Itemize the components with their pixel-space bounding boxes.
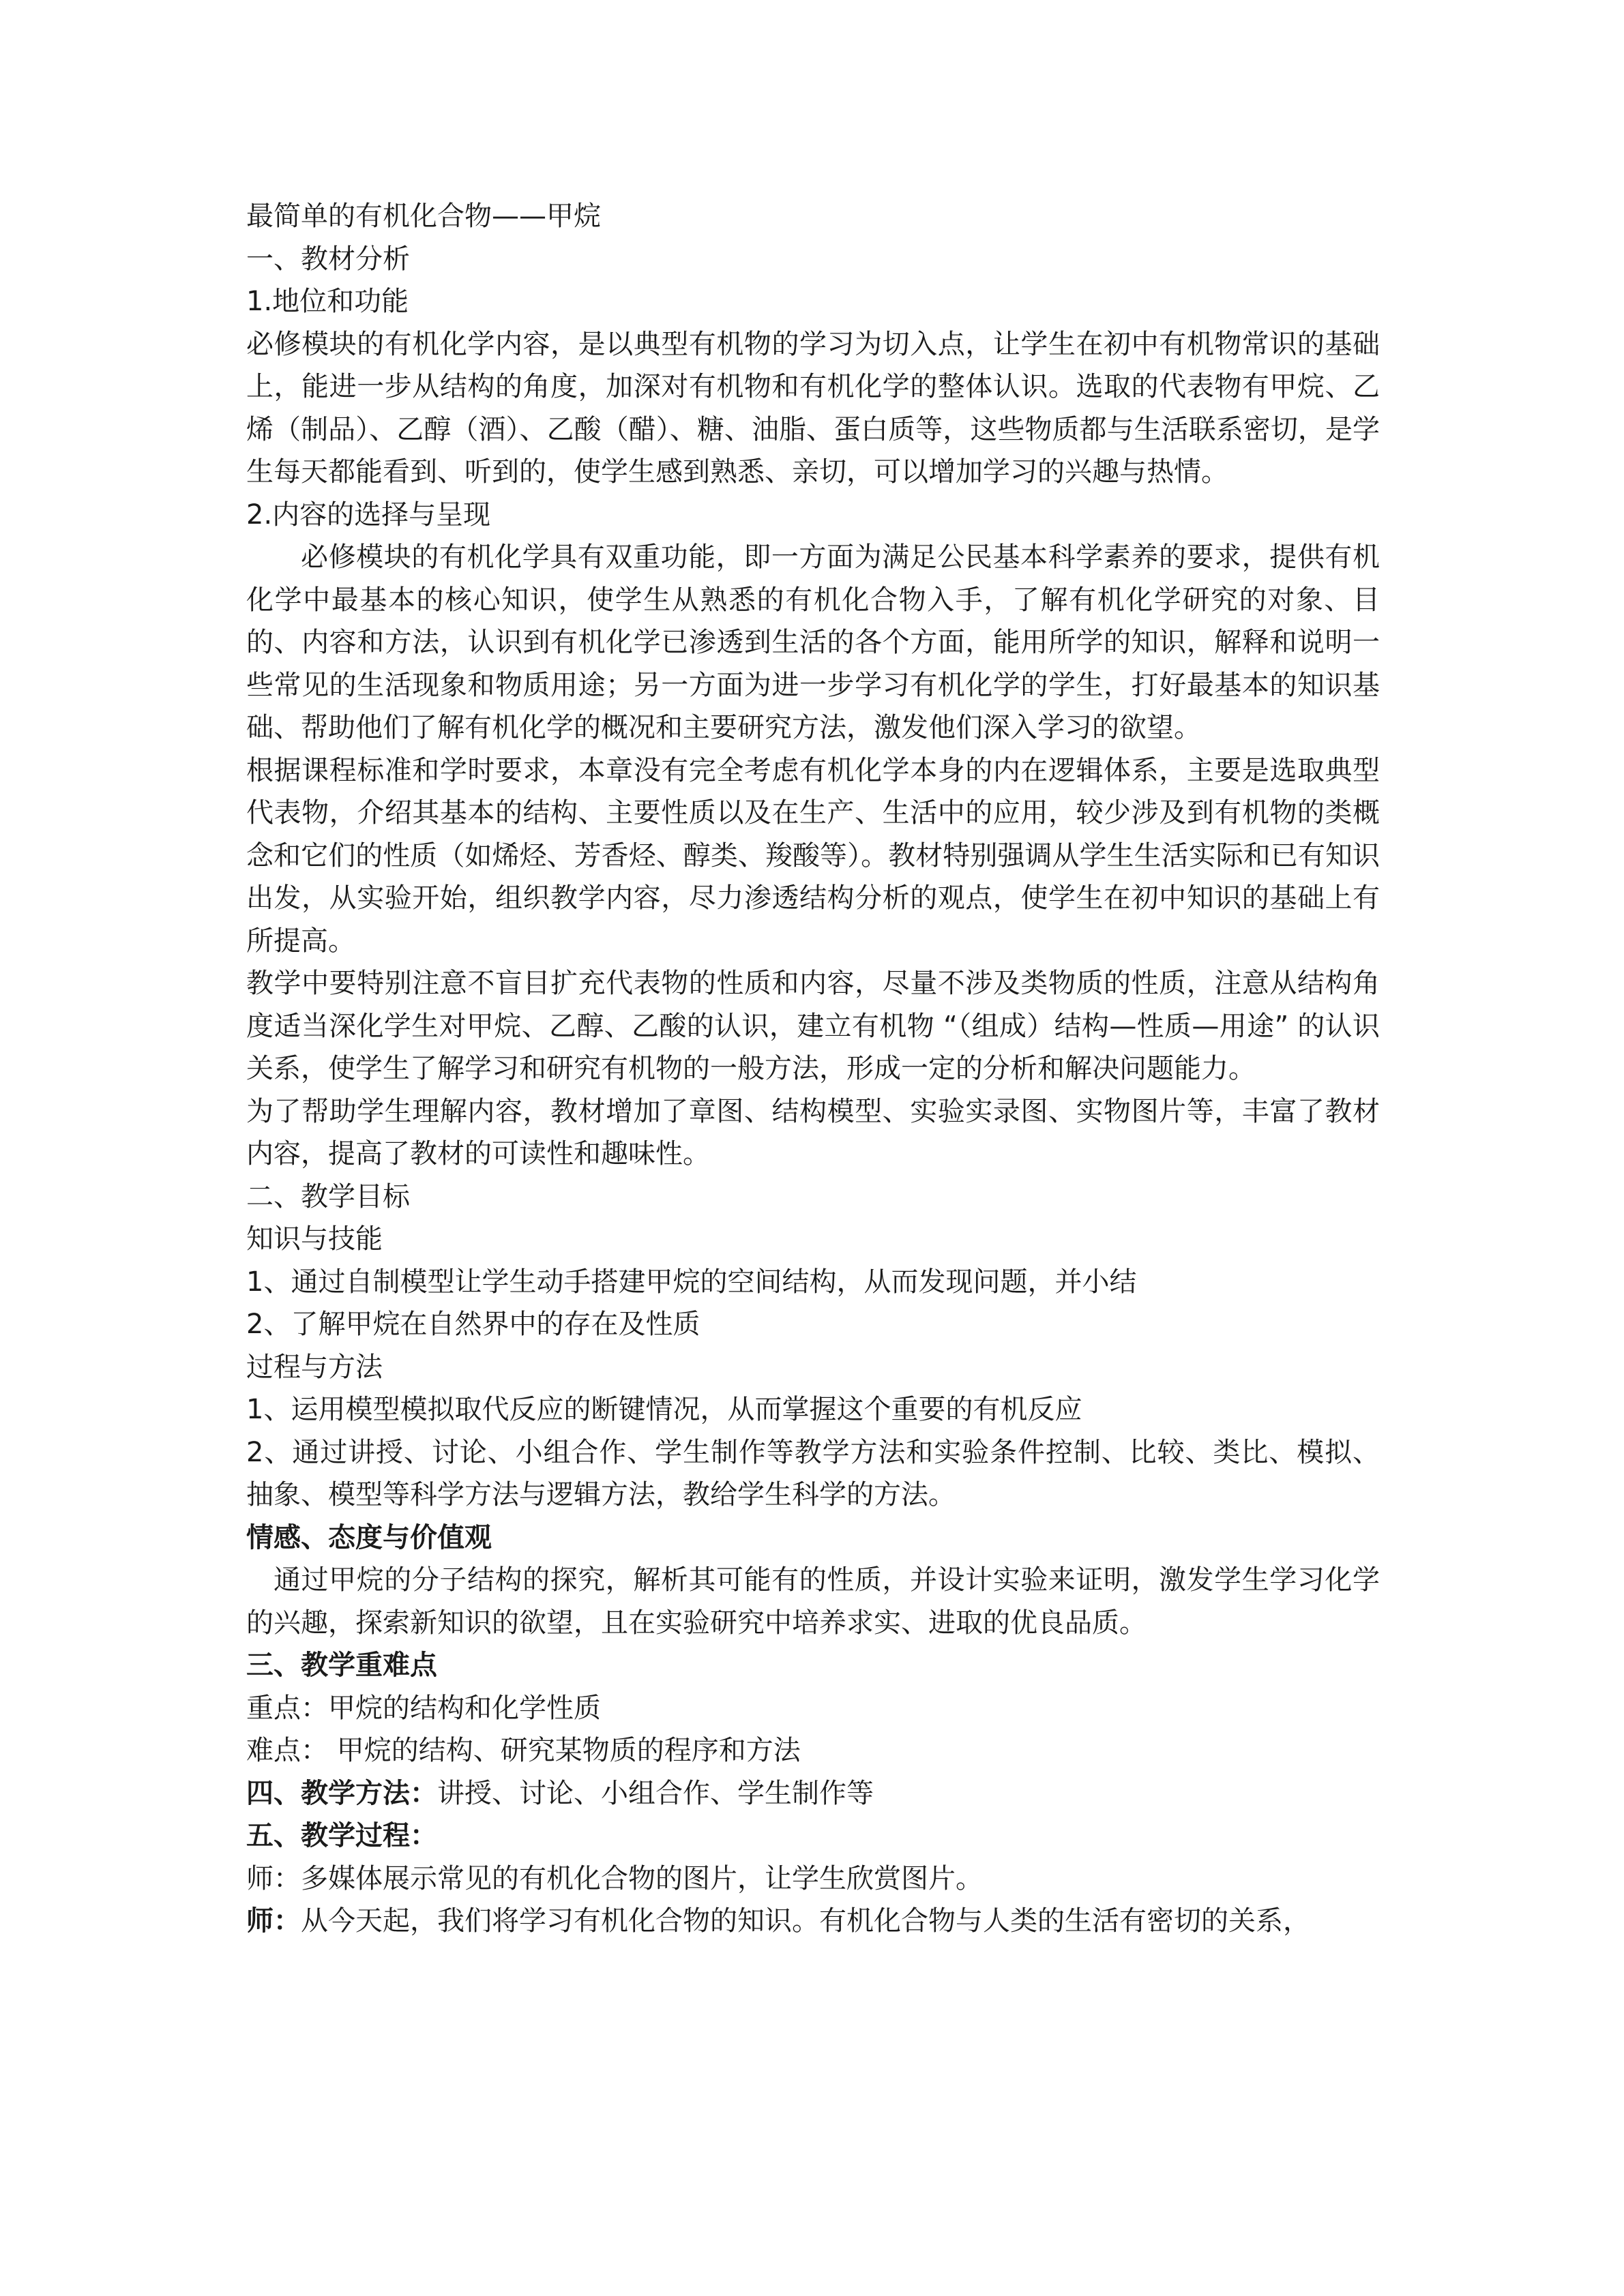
process-item-2: 2、通过讲授、讨论、小组合作、学生制作等教学方法和实验条件控制、比较、类比、模拟、抽象、模型等科学方法与逻辑方法，教给学生科学的方法。 xyxy=(246,1436,1380,1510)
paragraph-teaching-note: 教学中要特别注意不盲目扩充代表物的性质和内容，尽量不涉及类物质的性质，注意从结构角度适当深化学生对甲烷、乙醇、乙酸的认识，建立有机物 “（组成）结构—性质—用途” 的认识关系，使学生了解学习和研究有机物的一般方法，形成一定的分析和解决问题能力。 xyxy=(246,968,1380,1084)
process-item-1: 1、运用模型模拟取代反应的断键情况，从而掌握这个重要的有机反应 xyxy=(246,1394,1082,1425)
section-3-heading: 三、教学重难点 xyxy=(246,1650,437,1681)
paragraph-materials: 为了帮助学生理解内容，教材增加了章图、结构模型、实验实录图、实物图片等，丰富了教材内容，提高了教材的可读性和趣味性。 xyxy=(246,1095,1380,1169)
subsection-1-2-heading: 2.内容的选择与呈现 xyxy=(246,498,491,531)
knowledge-item-2: 2、了解甲烷在自然界中的存在及性质 xyxy=(246,1309,700,1340)
process-line-2 xyxy=(246,1900,1380,1943)
section-2-heading: 二、教学目标 xyxy=(246,1180,410,1212)
knowledge-skills-heading: 知识与技能 xyxy=(246,1223,383,1255)
section-4-heading: 四、教学方法： xyxy=(246,1777,437,1809)
document-title: 最简单的有机化合物——甲烷 xyxy=(246,200,601,232)
key-point: 重点：甲烷的结构和化学性质 xyxy=(246,1692,601,1724)
teacher-label: 师： xyxy=(246,1905,301,1937)
section-4-text: 讲授、讨论、小组合作、学生制作等 xyxy=(437,1777,874,1809)
process-method-heading: 过程与方法 xyxy=(246,1351,383,1383)
paragraph-dual-function: 必修模块的有机化学具有双重功能，即一方面为满足公民基本科学素养的要求，提供有机化学中最基本的核心知识，使学生从熟悉的有机化合物入手，了解有机化学研究的对象、目的、内容和方法，认识到有机化学已渗透到生活的各个方面，能用所学的知识，解释和说明一些常见的生活现象和物质用途；另一方面为进一步学习有机化学的学生，打好最基本的知识基础、帮助他们了解有机化学的概况和主要研究方法，激发他们深入学习的欲望。 xyxy=(246,541,1380,743)
paragraph-role-function: 必修模块的有机化学内容，是以典型有机物的学习为切入点，让学生在初中有机物常识的基础上，能进一步从结构的角度，加深对有机物和有机化学的整体认识。选取的代表物有甲烷、乙烯（制品）、乙醇（酒）、乙酸（醋）、糖、油脂、蛋白质等，这些物质都与生活联系密切，是学生每天都能看到、听到的，使学生感到熟悉、亲切，可以增加学习的兴趣与热情。 xyxy=(246,328,1380,488)
knowledge-item-1: 1、通过自制模型让学生动手搭建甲烷的空间结构，从而发现问题，并小结 xyxy=(246,1266,1137,1298)
difficult-point: 难点： 甲烷的结构、研究某物质的程序和方法 xyxy=(246,1735,801,1766)
emotion-values-paragraph: 通过甲烷的分子结构的探究，解析其可能有的性质，并设计实验来证明，激发学生学习化学的兴趣，探索新知识的欲望，且在实验研究中培养求实、进取的优良品质。 xyxy=(246,1564,1380,1639)
section-5-heading: 五、教学过程： xyxy=(246,1820,437,1851)
section-4-line xyxy=(246,1772,1380,1815)
emotion-values-heading: 情感、态度与价值观 xyxy=(246,1521,492,1553)
process-line-2-text: 从今天起，我们将学习有机化合物的知识。有机化合物与人类的生活有密切的关系， xyxy=(301,1905,1310,1937)
process-line-1: 师：多媒体展示常见的有机化合物的图片，让学生欣赏图片。 xyxy=(246,1862,983,1894)
document-body xyxy=(246,195,1380,1943)
subsection-1-1-heading: 1.地位和功能 xyxy=(246,286,409,317)
paragraph-curriculum: 根据课程标准和学时要求，本章没有完全考虑有机化学本身的内在逻辑体系，主要是选取典型代表物，介绍其基本的结构、主要性质以及在生产、生活中的应用，较少涉及到有机物的类概念和它们的性质（如烯烃、芳香烃、醇类、羧酸等）。教材特别强调从学生生活实际和已有知识出发，从实验开始，组织教学内容，尽力渗透结构分析的观点，使学生在初中知识的基础上有所提高。 xyxy=(246,754,1380,957)
section-1-heading: 一、教材分析 xyxy=(246,243,410,275)
